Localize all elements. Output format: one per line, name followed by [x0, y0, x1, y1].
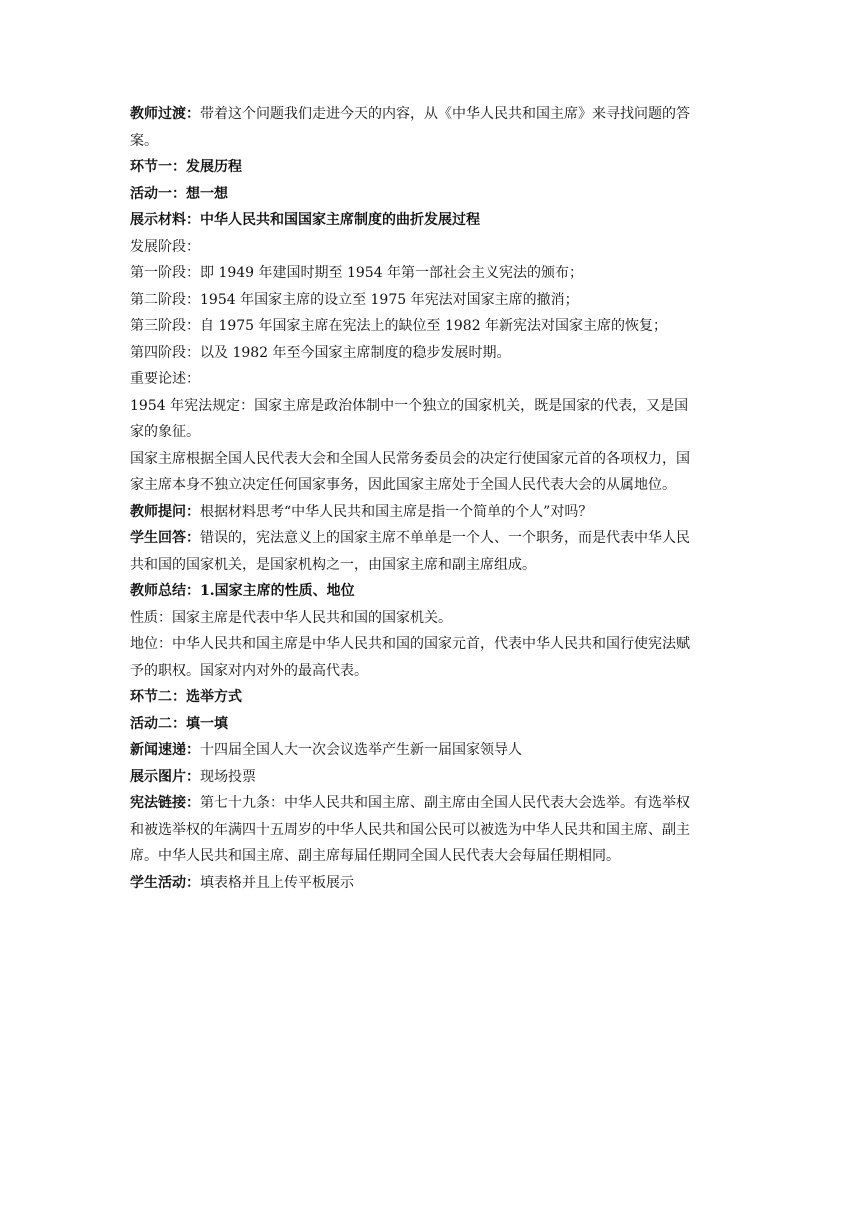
text-line — [130, 737, 732, 764]
bold-label: 环节二：选举方式 — [130, 689, 242, 705]
text-line — [130, 446, 732, 473]
body-text: 现场投票 — [200, 768, 256, 785]
text-line — [130, 658, 732, 685]
text-line — [130, 499, 732, 526]
body-text: 案。 — [130, 132, 158, 149]
text-line — [130, 260, 732, 287]
section-heading — [130, 684, 732, 711]
body-text: 发展阶段： — [130, 238, 200, 255]
body-text: 带着这个问题我们走进今天的内容，从《中华人民共和国主席》来寻找问题的答 — [200, 106, 690, 122]
section-heading — [130, 154, 732, 181]
body-text: 第二阶段：1954 年国家主席的设立至 1975 年宪法对国家主席的撤消； — [130, 291, 579, 308]
document-body — [130, 101, 732, 896]
bold-label: 教师总结：1.国家主席的性质、地位 — [130, 583, 355, 599]
text-line — [130, 790, 732, 817]
body-text: 席。中华人民共和国主席、副主席每届任期同全国人民代表大会每届任期相同。 — [130, 848, 620, 864]
body-text: 十四届全国人大一次会议选举产生新一届国家领导人 — [200, 742, 522, 758]
text-line — [130, 313, 732, 340]
activity-heading — [130, 181, 732, 208]
text-line — [130, 340, 732, 367]
body-text: 共和国的国家机关，是国家机构之一，由国家主席和副主席组成。 — [130, 556, 536, 573]
text-line — [130, 870, 732, 897]
body-text: 第七十九条：中华人民共和国主席、副主席由全国人民代表大会选举。有选举权 — [200, 795, 690, 811]
body-text: 性质：国家主席是代表中华人民共和国的国家机关。 — [130, 609, 452, 626]
bold-label: 新闻速递： — [130, 742, 200, 758]
text-line — [130, 605, 732, 632]
body-text: 第一阶段：即 1949 年建国时期至 1954 年第一部社会主义宪法的颁布； — [130, 265, 584, 281]
text-line — [130, 631, 732, 658]
body-text: 第三阶段：自 1975 年国家主席在宪法上的缺位至 1982 年新宪法对国家主席的恢复； — [130, 318, 668, 334]
text-line — [130, 817, 732, 844]
body-text: 错误的，宪法意义上的国家主席不单单是一个人、一个职务，而是代表中华人民 — [200, 530, 690, 546]
text-line — [130, 419, 732, 446]
bold-label: 环节一：发展历程 — [130, 159, 242, 175]
bold-label: 教师提问： — [130, 503, 200, 520]
bold-label: 宪法链接： — [130, 795, 200, 811]
text-line — [130, 234, 732, 261]
bold-label: 教师过渡： — [130, 106, 200, 122]
text-line — [130, 128, 732, 155]
text-line — [130, 472, 732, 499]
summary-heading — [130, 578, 732, 605]
activity-heading — [130, 711, 732, 738]
bold-label: 学生活动： — [130, 874, 200, 891]
text-line — [130, 366, 732, 393]
text-line — [130, 287, 732, 314]
body-text: 填表格并且上传平板展示 — [200, 874, 354, 891]
text-line — [130, 843, 732, 870]
bold-label: 展示材料：中华人民共和国国家主席制度的曲折发展过程 — [130, 212, 480, 228]
bold-label: 活动二：填一填 — [130, 715, 228, 732]
body-text: 第四阶段：以及 1982 年至今国家主席制度的稳步发展时期。 — [130, 344, 511, 361]
body-text: 1954 年宪法规定：国家主席是政治体制中一个独立的国家机关，既是国家的代表，又是国 — [130, 397, 689, 414]
body-text: 家主席本身不独立决定任何国家事务，因此国家主席处于全国人民代表大会的从属地位。 — [130, 477, 676, 493]
text-line — [130, 764, 732, 791]
body-text: 国家主席根据全国人民代表大会和全国人民常务委员会的决定行使国家元首的各项权力，国 — [130, 450, 690, 467]
bold-label: 活动一：想一想 — [130, 185, 228, 202]
body-text: 和被选举权的年满四十五周岁的中华人民共和国公民可以被选为中华人民共和国主席、副主 — [130, 821, 690, 838]
text-line — [130, 393, 732, 420]
text-line — [130, 525, 732, 552]
body-text: 重要论述： — [130, 371, 200, 387]
bold-label: 学生回答： — [130, 530, 200, 546]
bold-label: 展示图片： — [130, 768, 200, 785]
body-text: 家的象征。 — [130, 424, 200, 440]
text-line — [130, 552, 732, 579]
body-text: 根据材料思考“中华人民共和国主席是指一个简单的个人”对吗？ — [200, 503, 593, 520]
body-text: 予的职权。国家对内对外的最高代表。 — [130, 662, 368, 679]
material-heading — [130, 207, 732, 234]
body-text: 地位：中华人民共和国主席是中华人民共和国的国家元首，代表中华人民共和国行使宪法赋 — [130, 636, 690, 652]
text-line — [130, 101, 732, 128]
